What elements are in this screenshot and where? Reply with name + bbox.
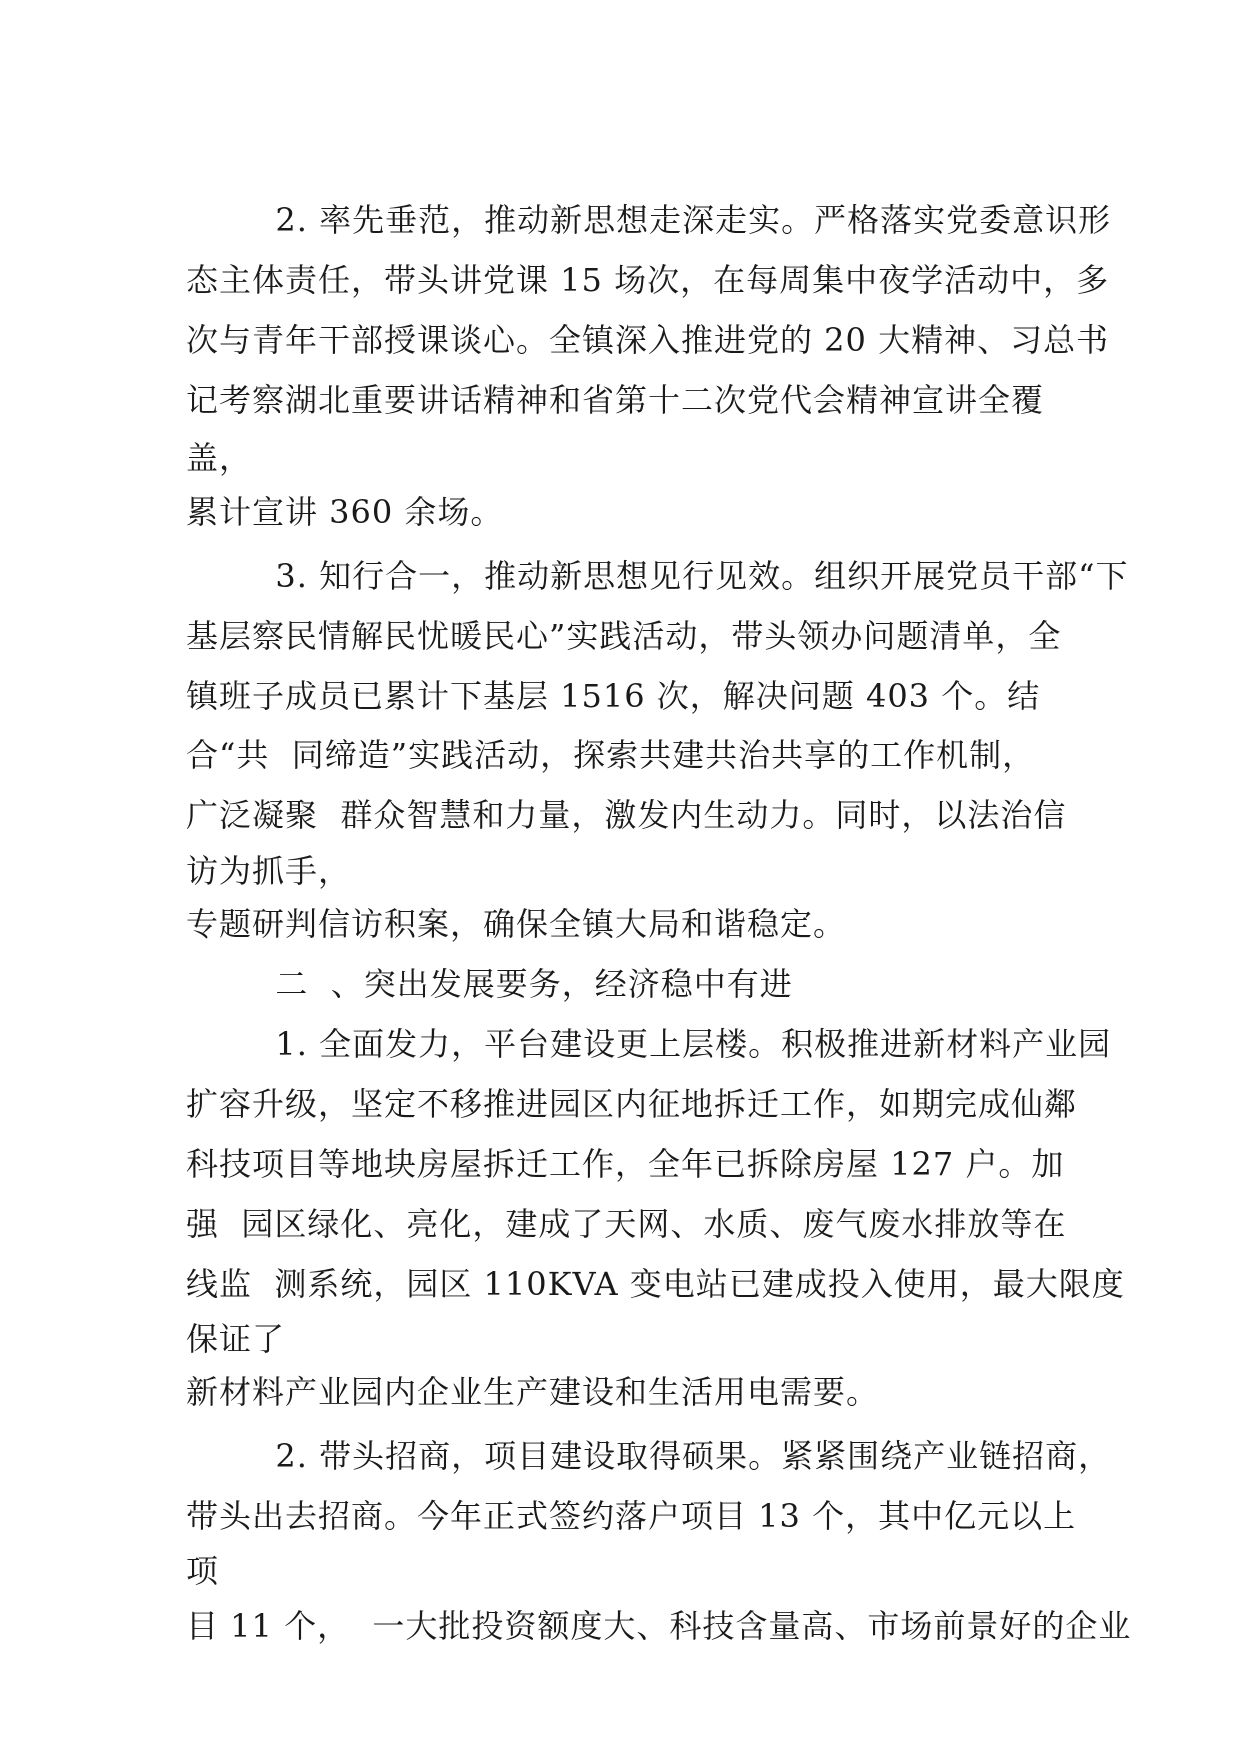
text-line: 项 xyxy=(186,1552,220,1590)
text-line: 累计宣讲 360 余场。 xyxy=(186,493,504,531)
section-heading: 二 、突出发展要务，经济稳中有进 xyxy=(186,965,793,1003)
text-line: 2. 带头招商，项目建设取得硕果。紧紧围绕产业链招商， xyxy=(186,1437,1112,1475)
text-line: 镇班子成员已累计下基层 1516 次，解决问题 403 个。结 xyxy=(186,677,1041,715)
text-line: 新材料产业园内企业生产建设和生活用电需要。 xyxy=(186,1373,880,1411)
text-line: 强 园区绿化、亮化，建成了天网、水质、废气废水排放等在 xyxy=(186,1205,1067,1243)
text-line: 广泛凝聚 群众智慧和力量，激发内生动力。同时，以法治信 xyxy=(186,796,1067,834)
text-line: 线监 测系统，园区 110KVA 变电站已建成投入使用，最大限度 xyxy=(186,1265,1125,1303)
text-line: 扩容升级，坚定不移推进园区内征地拆迁工作，如期完成仙鄰 xyxy=(186,1085,1078,1123)
text-line: 科技项目等地块房屋拆迁工作，全年已拆除房屋 127 户。加 xyxy=(186,1145,1065,1183)
text-line: 1. 全面发力，平台建设更上层楼。积极推进新材料产业园 xyxy=(186,1025,1112,1063)
text-line: 记考察湖北重要讲话精神和省第十二次党代会精神宣讲全覆 xyxy=(186,381,1045,419)
text-line: 2. 率先垂范，推动新思想走深走实。严格落实党委意识形 xyxy=(186,201,1112,239)
text-line: 盖， xyxy=(186,439,253,477)
text-line: 访为抓手， xyxy=(186,852,352,890)
text-line: 基层察民情解民忧暖民心”实践活动，带头领办问题清单，全 xyxy=(186,617,1062,655)
text-line: 目 11 个， 一大批投资额度大、科技含量高、市场前景好的企业 xyxy=(186,1607,1132,1645)
text-line: 合“共 同缔造”实践活动，探索共建共治共享的工作机制， xyxy=(186,736,1036,774)
text-line: 带头出去招商。今年正式签约落户项目 13 个，其中亿元以上 xyxy=(186,1497,1077,1535)
text-line: 3. 知行合一，推动新思想见行见效。组织开展党员干部“下 xyxy=(186,557,1129,595)
text-line: 保证了 xyxy=(186,1320,286,1358)
text-line: 态主体责任，带头讲党课 15 场次，在每周集中夜学活动中，多 xyxy=(186,261,1110,299)
text-line: 专题研判信访积案，确保全镇大局和谐稳定。 xyxy=(186,905,847,943)
text-line: 次与青年干部授课谈心。全镇深入推进党的 20 大精神、习总书 xyxy=(186,321,1110,359)
